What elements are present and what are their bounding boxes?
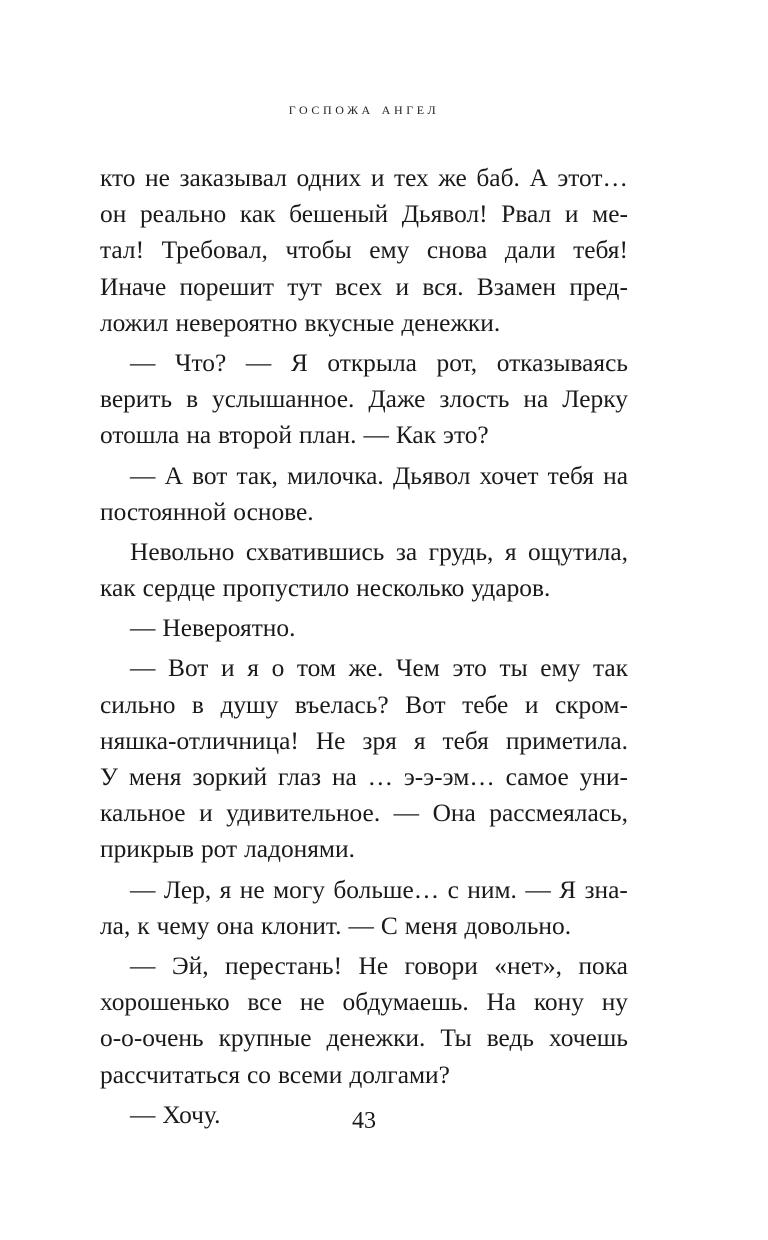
word: чтобы (285, 236, 352, 265)
word: э-э-эм… (403, 763, 495, 791)
word: чему (156, 911, 210, 940)
text-line (100, 305, 628, 341)
text-line (100, 984, 628, 1020)
word: и (524, 690, 539, 719)
word: — (525, 875, 551, 904)
word: тебе (462, 690, 509, 719)
word: ним. (467, 875, 517, 904)
word: Иначе (100, 272, 167, 301)
word: тал! (100, 236, 145, 265)
word: второй (218, 421, 292, 450)
word: На (486, 988, 517, 1017)
word: Требовал, (161, 236, 268, 265)
word: с (447, 875, 459, 904)
word: тебя! (573, 236, 628, 265)
word: А (529, 164, 548, 192)
word: план. (298, 421, 357, 450)
text-line (100, 345, 628, 381)
text-line (100, 494, 628, 530)
text-line (100, 1057, 628, 1093)
text-line (100, 232, 628, 268)
word: же. (348, 654, 384, 683)
paragraph (100, 872, 628, 944)
word: ложил (100, 308, 169, 337)
word: ведь (486, 1024, 534, 1053)
word: о-о-очень (100, 1024, 204, 1053)
paragraph (100, 458, 628, 530)
text-line (100, 948, 628, 984)
word: — (130, 951, 156, 980)
word: — (393, 799, 420, 828)
text-line (100, 269, 628, 305)
word: пока (578, 951, 628, 980)
word: Дьявол (392, 461, 471, 490)
text-line (100, 458, 628, 494)
word: У (100, 763, 118, 791)
word: ла, (100, 911, 131, 940)
word: на (331, 763, 357, 791)
word: рассчитаться (100, 1060, 240, 1089)
word: Она (432, 799, 476, 828)
word: рот (200, 835, 238, 864)
word: и (199, 799, 213, 828)
word: все (247, 988, 283, 1017)
word: меня (128, 763, 182, 791)
word: приметила. (505, 726, 628, 755)
word: ну (601, 988, 628, 1017)
word: Хочу. (162, 1100, 221, 1129)
text-line (100, 196, 628, 232)
word: Лер, (163, 875, 212, 904)
word: прикрыв (100, 835, 194, 864)
word: «нет», (494, 951, 562, 980)
word: зря (362, 726, 397, 755)
word: пропустило (222, 574, 350, 603)
word: ударов. (471, 574, 551, 603)
word: Вот (168, 654, 209, 683)
word: я (219, 875, 232, 904)
word: — (130, 654, 156, 683)
word: дали (504, 236, 556, 265)
word: А (164, 461, 183, 490)
text-line (100, 723, 628, 759)
word: порешит (179, 272, 274, 301)
word: хочет (479, 461, 539, 490)
word: на (603, 461, 628, 490)
word: ладонями. (244, 835, 355, 864)
word: она (216, 911, 255, 940)
word: Рвал (501, 200, 552, 229)
word: отошла (100, 421, 180, 450)
word: и (564, 200, 579, 229)
word: этот… (557, 164, 628, 192)
word: могу (273, 875, 325, 904)
word: сильно (100, 690, 176, 719)
paragraph (100, 610, 628, 646)
word: обдумаешь. (342, 988, 469, 1017)
word: крупные (218, 1024, 312, 1053)
text-line (100, 534, 628, 570)
word: не (239, 875, 265, 904)
word: несколько (356, 574, 465, 603)
word: Невероятно. (162, 614, 296, 643)
text-line (100, 831, 628, 867)
word: скром- (554, 690, 628, 719)
text-line (100, 795, 628, 831)
word: Я (290, 348, 308, 377)
word: говори (404, 951, 478, 980)
word: я (247, 654, 259, 683)
paragraph (100, 534, 628, 606)
word: тут (287, 272, 322, 301)
word: сердце (142, 574, 216, 603)
word: услышанное. (212, 385, 355, 414)
word: — (130, 461, 156, 490)
word: — (130, 1100, 156, 1129)
page-number: 43 (352, 1108, 376, 1134)
word: так, (236, 461, 278, 490)
word: не (299, 988, 325, 1017)
word: довольно. (464, 911, 572, 940)
word: всеми (277, 1060, 343, 1089)
word: долгами? (349, 1060, 450, 1089)
running-head: госпожа ангел (288, 99, 440, 118)
text-line (100, 650, 628, 686)
word: одних (296, 164, 362, 192)
word: кону (533, 988, 584, 1017)
word: Как (395, 421, 437, 450)
word: о (271, 654, 285, 683)
word: я (413, 726, 426, 755)
word: кто (100, 164, 136, 192)
word: уни- (579, 763, 628, 791)
word: — (245, 348, 272, 377)
word: всех (335, 272, 383, 301)
word: невероятно (175, 308, 298, 337)
paragraph (100, 160, 628, 341)
word: перестань! (225, 951, 343, 980)
word: это? (443, 421, 489, 450)
word: пред- (569, 272, 628, 301)
word: рот, (436, 348, 478, 377)
word: Даже (368, 385, 426, 414)
word: Чем (396, 654, 440, 683)
word: как (100, 574, 136, 603)
word: … (367, 763, 394, 791)
text-line (100, 759, 628, 795)
word: ему (540, 654, 581, 683)
word: как (239, 200, 276, 229)
text-line (100, 570, 628, 606)
word: отказываясь (496, 348, 628, 377)
word: ме- (592, 200, 628, 229)
word: ему (369, 236, 410, 265)
word: он (100, 200, 127, 229)
word: вся. (422, 272, 464, 301)
word: том (296, 654, 336, 683)
word: зна- (584, 875, 628, 904)
word: удивительное. (226, 799, 381, 828)
word: въелась? (294, 690, 389, 719)
word: душу (220, 690, 279, 719)
word: Эй, (171, 951, 209, 980)
word: Не (358, 951, 389, 980)
word: тебя (442, 726, 489, 755)
word: ощутила, (528, 537, 628, 566)
word: С (380, 911, 398, 940)
word: к (137, 911, 150, 940)
word: и (370, 164, 385, 192)
word: самое (505, 763, 569, 791)
text-line (100, 908, 628, 944)
word: — (348, 911, 374, 940)
word: не (145, 164, 170, 192)
text-line (100, 687, 628, 723)
word: тебя (547, 461, 594, 490)
word: зоркий (192, 763, 268, 791)
word: Не (315, 726, 346, 755)
word: в (191, 690, 204, 719)
word: милочка. (287, 461, 384, 490)
word: Ты (440, 1024, 472, 1053)
word: глаз (277, 763, 322, 791)
word: я (504, 537, 517, 566)
word: это (452, 654, 487, 683)
word: — (130, 614, 156, 643)
text-line (100, 381, 628, 417)
word: вот (192, 461, 228, 490)
text-line (100, 610, 628, 646)
word: реально (139, 200, 227, 229)
word: на (186, 421, 212, 450)
word: вкусные (304, 308, 395, 337)
word: Я (559, 875, 577, 904)
word: основе. (233, 497, 314, 526)
word: грудь, (428, 537, 494, 566)
text-line (100, 1020, 628, 1056)
word: денежки. (326, 1024, 426, 1053)
word: злость (439, 385, 510, 414)
word: на (523, 385, 549, 414)
word: хочешь (549, 1024, 628, 1053)
paragraph (100, 650, 628, 867)
word: и (221, 654, 235, 683)
word: открыла (327, 348, 417, 377)
word: и (395, 272, 410, 301)
text-line (100, 872, 628, 908)
word: постоянной (100, 497, 227, 526)
word: верить (100, 385, 173, 414)
word: рассмеялась, (489, 799, 628, 828)
word: — (130, 875, 156, 904)
word: в (186, 385, 199, 414)
word: хорошенько (100, 988, 230, 1017)
word: — (363, 421, 389, 450)
word: Что? (175, 348, 227, 377)
word: так (592, 654, 628, 683)
word: заказывал (179, 164, 287, 192)
word: снова (426, 236, 488, 265)
word: тех (394, 164, 429, 192)
word: Вот (405, 690, 446, 719)
word: меня (404, 911, 458, 940)
paragraph (100, 345, 628, 454)
word: за (395, 537, 418, 566)
text-line (100, 160, 628, 196)
word: же (438, 164, 467, 192)
text-line (100, 417, 628, 453)
word: больше… (333, 875, 440, 904)
word: схватившись (245, 537, 385, 566)
word: Дьявол! (401, 200, 488, 229)
word: баб. (476, 164, 520, 192)
word: со (247, 1060, 271, 1089)
word: Лерку (562, 385, 628, 414)
word: Взамен (476, 272, 557, 301)
word: — (130, 348, 156, 377)
paragraph (100, 948, 628, 1093)
word: ты (499, 654, 528, 683)
word: няшка-отличница! (100, 726, 299, 755)
body-text (100, 160, 628, 1137)
word: денежки. (401, 308, 501, 337)
word: кальное (100, 799, 186, 828)
word: Невольно (130, 537, 235, 566)
word: бешеный (289, 200, 389, 229)
word: клонит. (261, 911, 342, 940)
